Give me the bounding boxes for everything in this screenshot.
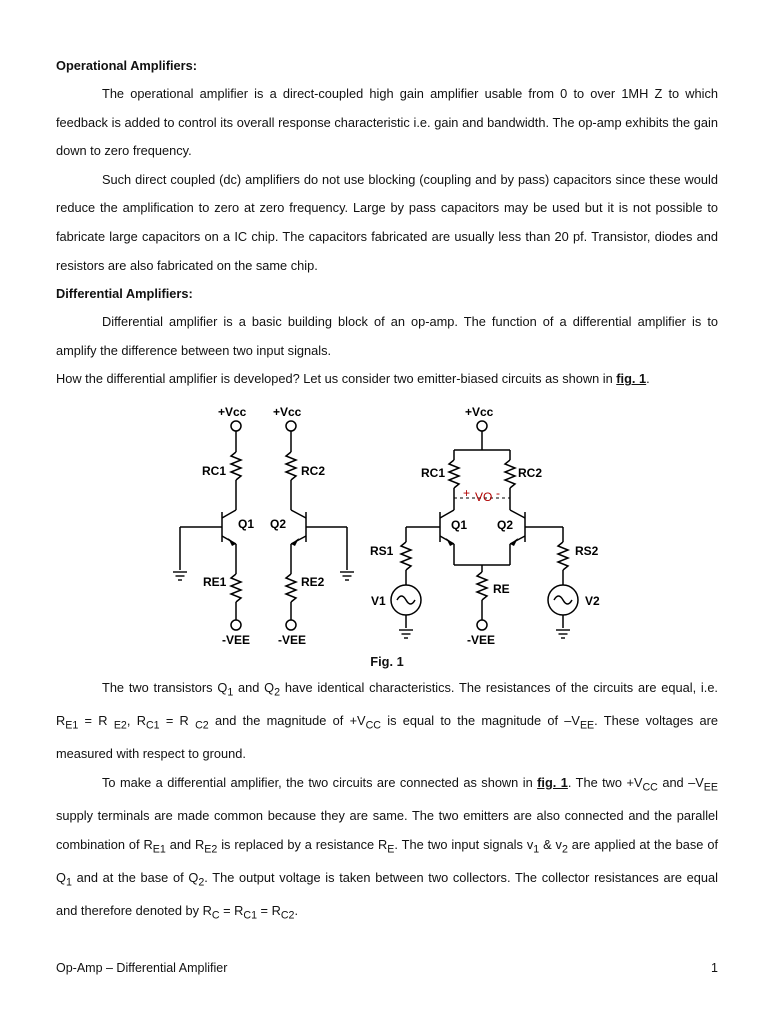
- label-q2-b: Q2: [497, 517, 514, 532]
- figure-caption: Fig. 1: [370, 653, 404, 669]
- heading-differential-amplifiers: Differential Amplifiers:: [56, 286, 193, 302]
- paragraph-make-differential: To make a differential amplifier, the two circuits are connected as shown in fig. 1. The two $+V_{CC}$ and $-V_{EE}$ supply terminals are made common because they are same. The two emitters are also connected and the parallel combination of $R_{E1}$ and $R_{E2}$ is replaced by a resistance $R_E$. The two input signals $v_1$ & $v_2$ are applied at the base of $Q_1$ and at the base of $Q_2$. The output voltage is taken between two collectors. The collector resistances are equal and therefore denoted by $R_C = R_{C1} = R_{C2}$.: [56, 774, 718, 922]
- label-re2: RE2: [301, 574, 325, 589]
- label-vo-plus: +: [463, 485, 471, 500]
- label-vcc-2: +Vcc: [273, 404, 302, 419]
- label-v2: V2: [585, 593, 600, 608]
- fig1-reference: fig. 1: [616, 371, 647, 387]
- label-vo: VO: [475, 489, 493, 504]
- label-q1-a: Q1: [238, 516, 255, 531]
- paragraph-identical-characteristics: The two transistors $Q_1$ and $Q_2$ have identical characteristics. The resistances of the circuits are equal, i.e. $R_{E1} = R$ $_{E2}$, $R_{C1} = R$ $_{C2}$ and the magnitude of $+V_{CC}$ is equal to the magnitude of $-V_{EE}$. These voltages are measured with respect to ground.: [56, 679, 719, 762]
- label-vcc-1: +Vcc: [218, 404, 247, 419]
- paragraph-dc-amplifiers: Such direct coupled (dc) amplifiers do not use blocking (coupling and by pass) capacitors since these would reduce the amplification to zero at zero frequency. Large by pass capacitors may be used but it is not possible to fabricate large capacitors on a IC chip. The capacitors fabricated are usually less than 20 pf. Transistor, diodes and resistors are also fabricated on the same chip.: [56, 171, 718, 273]
- label-rs2: RS2: [575, 543, 599, 558]
- label-rc2-b: RC2: [518, 465, 543, 480]
- heading-operational-amplifiers: Operational Amplifiers:: [56, 58, 198, 73]
- label-re: RE: [493, 581, 510, 596]
- fig1-reference-2: fig. 1: [537, 774, 568, 790]
- label-rc2-a: RC2: [301, 463, 326, 478]
- label-rs1: RS1: [370, 543, 394, 558]
- label-vee-1: -VEE: [222, 632, 251, 647]
- page-footer: [56, 956, 718, 980]
- footer-title: Op-Amp – Differential Amplifier: [56, 961, 228, 975]
- label-q2-a: Q2: [270, 516, 287, 531]
- label-vo-minus: -: [496, 485, 500, 500]
- paragraph-opamp-definition: The operational amplifier is a direct-coupled high gain amplifier usable from 0 to over 1MH Z to which feedback is added to control its overall response characteristic i.e. gain and bandwidth. The op-amp exhibits the gain down to zero frequency.: [56, 86, 718, 159]
- label-vcc-3: +Vcc: [465, 404, 494, 419]
- page-number: 1: [711, 961, 718, 975]
- label-v1: V1: [371, 593, 386, 608]
- paragraph-differential-definition: Differential amplifier is a basic building block of an op-amp. The function of a differential amplifier is to amplify the difference between two input signals.: [56, 314, 718, 358]
- label-vee-3: -VEE: [467, 632, 496, 647]
- label-vee-2: -VEE: [278, 632, 307, 647]
- label-rc1-a: RC1: [202, 463, 227, 478]
- label-re1: RE1: [203, 574, 227, 589]
- label-q1-b: Q1: [451, 517, 468, 532]
- figure-1-circuit: [56, 400, 718, 650]
- document-page: [56, 52, 718, 930]
- paragraph-fig-intro: How the differential amplifier is developed? Let us consider two emitter-biased circuits as shown in fig. 1.: [56, 371, 650, 387]
- label-rc1-b: RC1: [421, 465, 446, 480]
